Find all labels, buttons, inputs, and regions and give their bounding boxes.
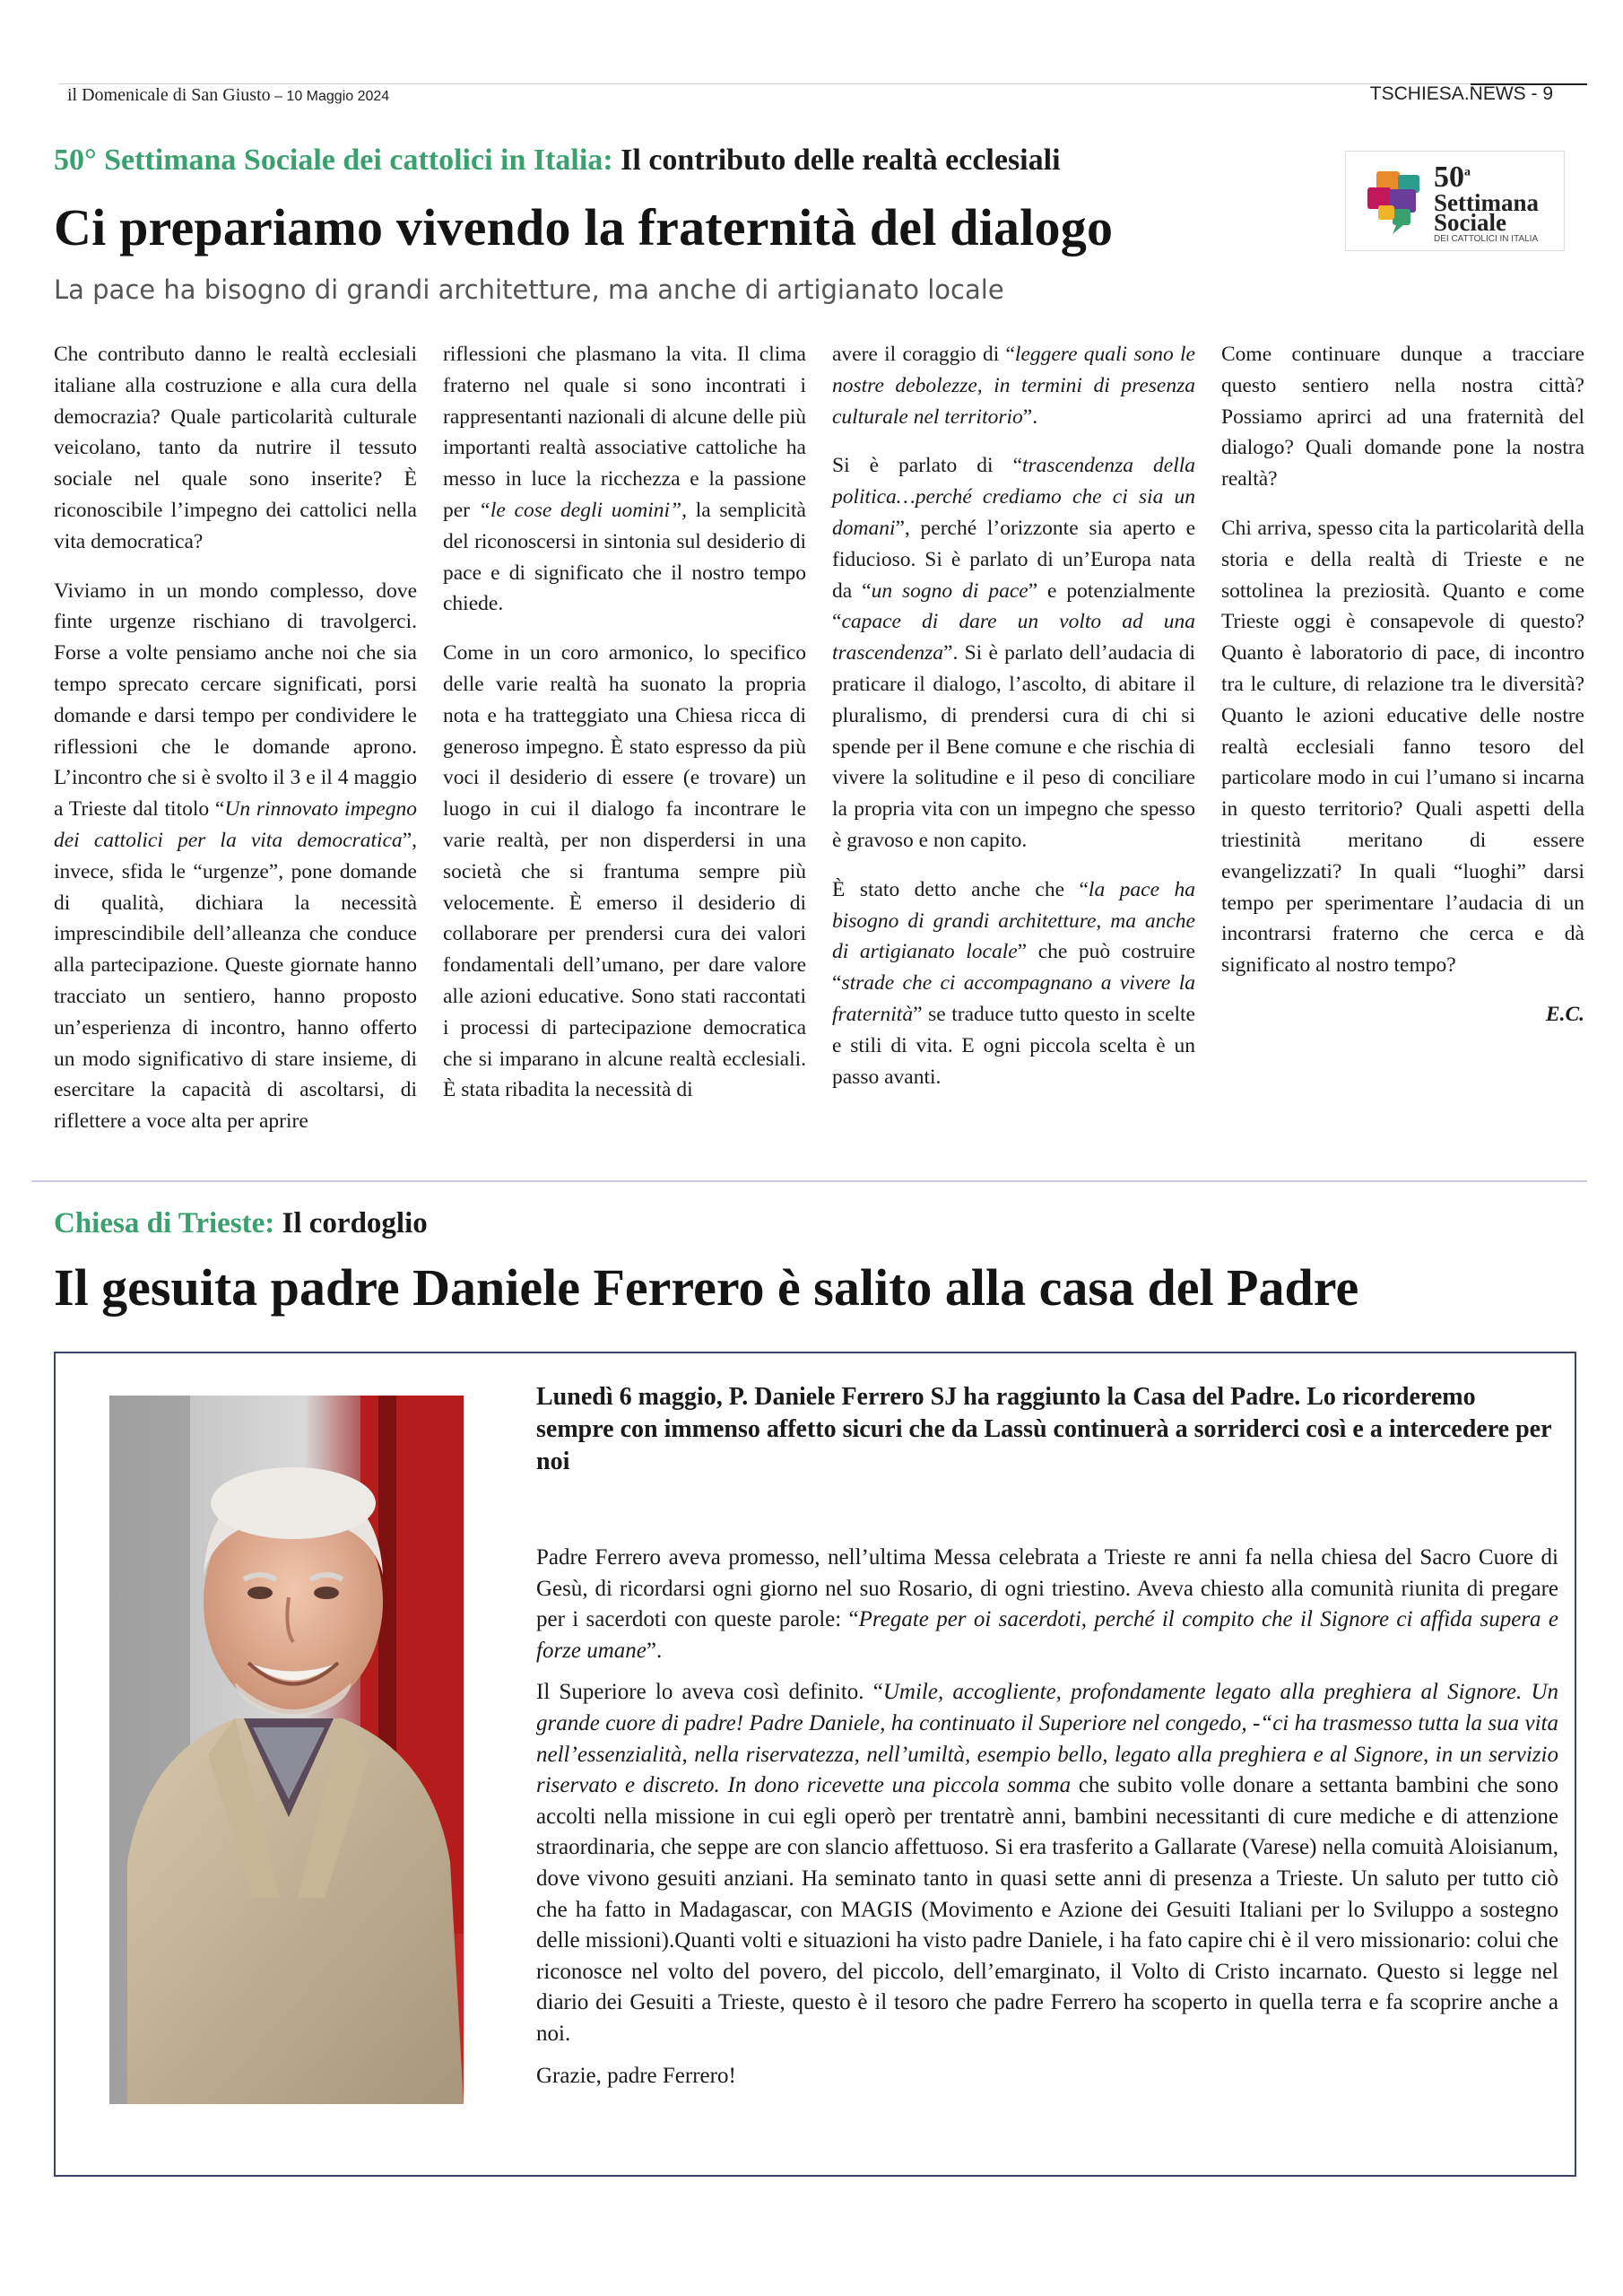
article2-lead: Lunedì 6 maggio, P. Daniele Ferrero SJ ha raggiunto la Casa del Padre. Lo ricorderemo sempre con immenso affetto sicuri che da Lassù continuerà a sorriderci così e a intercedere per noi — [536, 1383, 1551, 1475]
author-signature: E.C. — [1545, 1002, 1584, 1026]
article2-kicker-green: Chiesa di Trieste: — [54, 1207, 275, 1239]
logo-number: 50$^a$ — [1434, 161, 1471, 194]
paragraph: È stato detto anche che “la pace ha bisogno di grandi architetture, ma anche di artigianato locale” che può costruire “strade che ci accompagnano a vivere la fraternità” se traduce tutto questo in scelte e stili di vita. E ogni piccola scelta è un passo avanti. — [832, 877, 1196, 1089]
paragraph: Viviamo in un mondo complesso, dove finte urgenze rischiano di travolgerci. Forse a volte pensiamo anche noi che sia tempo sprecato cercare significati, porsi domande e darsi tempo per condividere le riflessioni che le domande aprono. L’incontro che si è svolto il 3 e il 4 maggio a Trieste dal titolo “Un rinnovato impegno dei cattolici per la vita democratica”, invece, sfida le “urgenze”, pone domande di qualità, dichiara la necessità imprescindibile dell’alleanza che conduce alla partecipazione. Queste giornate hanno tracciato un sentiero, hanno proposto un’esperienza di incontro, hanno offerto un modo significativo di stare insieme, di esercitare la capacità di ascoltarsi, di riflettere a voce alta per aprire — [54, 578, 417, 1134]
portrait-image — [109, 1396, 464, 2104]
article1-column-4 — [1221, 339, 1584, 1048]
article1-column-3 — [832, 339, 1195, 1110]
header-publication — [67, 85, 389, 106]
publication-name: il Domenicale di San Giusto — [67, 85, 271, 105]
article2-title: Il gesuita padre Daniele Ferrero è salito alla casa del Padre — [54, 1258, 1359, 1317]
header-site — [1370, 83, 1553, 105]
article1-title: Ci prepariamo vivendo la fraternità del dialogo — [54, 198, 1114, 257]
article1-kicker — [54, 144, 1061, 178]
article1-kicker-green: 50° Settimana Sociale dei cattolici in Italia: — [54, 144, 613, 177]
portrait-photo — [109, 1396, 464, 2104]
logo-line2: Sociale — [1434, 209, 1506, 236]
logo-line1: Settimana — [1434, 189, 1539, 216]
paragraph: riflessioni che plasmano la vita. Il clima fraterno nel quale si sono incontrati i rappresentanti nazionali di alcune delle più importanti realtà associative cattoliche ha messo in luce la ricchezza e la passione per “le cose degli uomini”, la semplicità del riconoscersi in sintonia sul desiderio di pace e di significato che il nostro tempo chiede. — [443, 343, 806, 616]
paragraph: Il Superiore lo aveva così definito. “Umile, accogliente, profondamente legato alla preghiera al Signore. Un grande cuore di padre! Padre Daniele, ha continuato il Superiore nel congedo, -“ci ha trasmesso tutta la sua vita nell’essenzialità, nella riservatezza, nell’umiltà, esempio bello, legato alla preghiera e al Signore, in un servizio riservato e discreto. In dono ricevette una piccola somma che subito volle donare a settanta bambini che sono accolti nella missione in cui egli operò per trentatrè anni, bambini necessitanti di cure mediche e di attenzione straordinaria, che seppe are con slancio affettuoso. Si era trasferito a Gallarate (Varese) nella comuità Aloisianum, dove vivono gesuiti anziani. Ha seminato tanto in quasi sette anni di presenza a Trieste. Un saluto per tutto ciò che ha fatto in Madagascar, con MAGIS (Movimento e Azione dei Gesuiti Italiani per lo Sviluppo a sostegno delle missioni).Quanti volti e situazioni ha visto padre Daniele, i ha fato capire chi è il vero missionario: colui che riconosce nel volto del povero, del piccolo, dell’emarginato, il Volto di Cristo incarnato. Questo si legge nel diario dei Gesuiti a Trieste, questo è il tesoro che padre Ferrero ha scoperto in quella terra e fa scoprire anche a noi. — [536, 1680, 1559, 2046]
article2-kicker — [54, 1207, 428, 1240]
article1-column-1 — [54, 339, 417, 1155]
article2-body — [536, 1543, 1558, 2102]
paragraph: Che contributo danno le realtà ecclesiali italiane alla costruzione e alla cura della democrazia? Quale particolarità culturale veicolano, tanto da nutrire il tessuto sociale nel quale sono inserite? È riconoscibile l’impegno dei cattolici nella vita democratica? — [54, 343, 417, 553]
logo-caption: DEI CATTOLICI IN ITALIA — [1434, 234, 1539, 244]
article1-subtitle: La pace ha bisogno di grandi architetture, ma anche di artigianato locale — [54, 274, 1004, 305]
header-rule — [59, 83, 1476, 84]
article1-kicker-black: Il contributo delle realtà ecclesiali — [612, 144, 1061, 177]
paragraph: Si è parlato di “trascendenza della politica…perché crediamo che ci sia un domani”, perché l’orizzonte sia aperto e fiducioso. Si è parlato di un’Europa nata da “un sogno di pace” e potenzialmente “capace di dare un volto ad una trascendenza”. Si è parlato dell’audacia di praticare il dialogo, l’ascolto, di abitare il pluralismo, di prendersi cura di chi si spende per il Bene comune e che rischia di vivere la solitudine e il peso di conciliare la propria vita con un impegno che spesso è gravoso e non capito. — [832, 454, 1195, 852]
paragraph: Chi arriva, spesso cita la particolarità della storia e della realtà di Trieste e ne sottolinea la preziosità. Quanto e come Trieste oggi è consapevole di questo? Quanto è laboratorio di pace, di incontro tra le culture, di relazione tra le diversità? Quanto le azioni educative delle nostre realtà ecclesiali fanno tesoro del particolare modo in cui l’umano si incarna in questo territorio? Quali aspetti della triestinità meritano di essere evangelizzati? In quali “luoghi” darsi tempo per sperimentare l’audacia di un incontrarsi fraterno che cerca e dà significato al nostro tempo? — [1221, 516, 1584, 978]
page-number: - 9 — [1525, 83, 1553, 104]
site-name: TSCHIESA.NEWS — [1369, 83, 1526, 104]
speech-bubbles-icon — [1366, 170, 1432, 236]
settimana-sociale-logo — [1345, 151, 1565, 251]
paragraph: Come continuare dunque a tracciare questo sentiero nella nostra città? Possiamo aprirci ad una fraternità del dialogo? Quali domande pone la nostra realtà? — [1221, 343, 1584, 491]
section-divider — [31, 1180, 1587, 1182]
paragraph: Come in un coro armonico, lo specifico delle varie realtà ha suonato la propria nota e ha tratteggiato una Chiesa ricca di generoso impegno. È stato espresso da più voci il desiderio di essere (e trovare) un luogo in cui il dialogo fa incontrare le varie realtà, per non disperdersi in una società che si frantuma sempre più velocemente. È emerso il desiderio di collaborare per prendersi cura dei valori fondamentali dell’umano, per dare valore alle azioni educative. Sono stati raccontati i processi di partecipazione democratica che si imparano in alcune realtà ecclesiali. È stata ribadita la necessità di — [443, 641, 806, 1102]
paragraph: Padre Ferrero aveva promesso, nell’ultima Messa celebrata a Trieste re anni fa nella chiesa del Sacro Cuore di Gesù, di ricordarsi ogni giorno nel suo Rosario, di ogni triestino. Aveva chiesto alla comunità riunita di pregare per i sacerdoti con queste parole: “Pregate per oi sacerdoti, perché il compito che il Signore ci affida supera e forze umane”. — [536, 1545, 1558, 1663]
paragraph: avere il coraggio di “leggere quali sono le nostre debolezze, in termini di presenza culturale nel territorio”. — [832, 343, 1195, 429]
publication-date: – 10 Maggio 2024 — [270, 89, 390, 104]
article1-column-2 — [443, 339, 806, 1124]
article2-kicker-black: Il cordoglio — [274, 1207, 428, 1239]
paragraph: Grazie, padre Ferrero! — [536, 2063, 736, 2088]
